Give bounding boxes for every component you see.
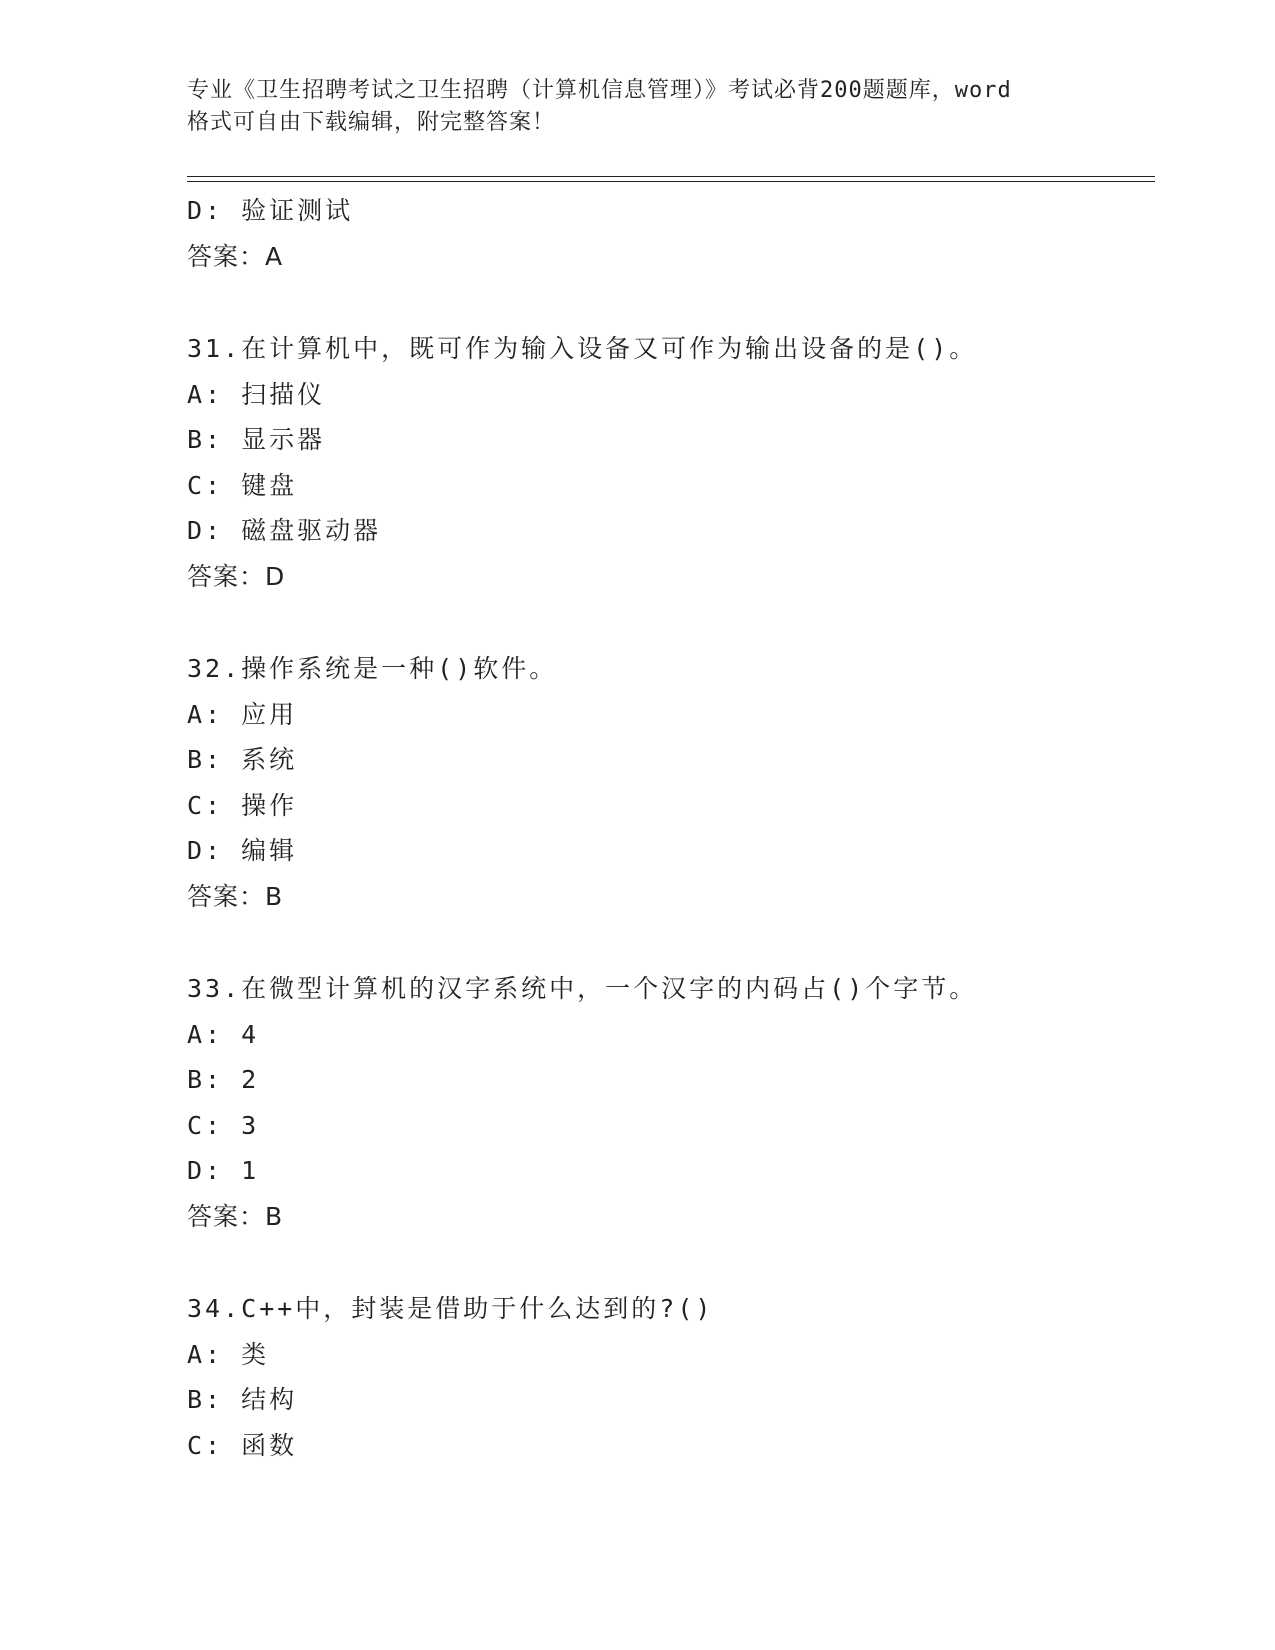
question-32 <box>187 646 1155 919</box>
option-a: A: 应用 <box>187 699 298 729</box>
question-stem: 32.操作系统是一种()软件。 <box>187 654 558 683</box>
spacer <box>187 279 1155 326</box>
option-d: D: 磁盘驱动器 <box>187 516 382 545</box>
option-c: C: 操作 <box>187 790 298 820</box>
answer-line: 答案：A <box>187 241 284 271</box>
header-divider-top <box>187 176 1155 177</box>
option-b: B: 结构 <box>187 1385 298 1414</box>
option-c: C: 3 <box>187 1110 260 1140</box>
option-b: B: 系统 <box>187 745 298 774</box>
header-divider-bottom <box>187 181 1155 182</box>
option-d: D: 编辑 <box>187 836 298 865</box>
header-line-1: 专业《卫生招聘考试之卫生招聘（计算机信息管理）》考试必背200题题库，word <box>187 78 1012 103</box>
question-stem: 34.C++中，封装是借助于什么达到的?() <box>187 1294 714 1323</box>
question-list <box>187 188 1155 1468</box>
document-header <box>187 75 1087 139</box>
option-b: B: 显示器 <box>187 425 326 454</box>
option-b: B: 2 <box>187 1065 260 1094</box>
option-a: A: 扫描仪 <box>187 379 326 409</box>
spacer <box>187 599 1155 646</box>
question-31 <box>187 326 1155 599</box>
option-c: C: 函数 <box>187 1430 298 1460</box>
option-a: A: 4 <box>187 1019 260 1049</box>
question-stem: 31.在计算机中，既可作为输入设备又可作为输出设备的是()。 <box>187 334 978 363</box>
spacer <box>187 1239 1155 1286</box>
option-d: D: 验证测试 <box>187 196 354 225</box>
option-a: A: 类 <box>187 1339 270 1369</box>
answer-line: 答案：B <box>187 1201 284 1231</box>
answer-line: 答案：B <box>187 881 284 911</box>
question-33 <box>187 966 1155 1239</box>
answer-line: 答案：D <box>187 561 286 591</box>
question-34 <box>187 1286 1155 1468</box>
option-c: C: 键盘 <box>187 470 298 500</box>
previous-question-tail <box>187 188 1155 279</box>
option-d: D: 1 <box>187 1156 260 1185</box>
spacer <box>187 919 1155 966</box>
header-line-2: 格式可自由下载编辑，附完整答案！ <box>187 110 556 135</box>
question-stem: 33.在微型计算机的汉字系统中，一个汉字的内码占()个字节。 <box>187 974 978 1003</box>
